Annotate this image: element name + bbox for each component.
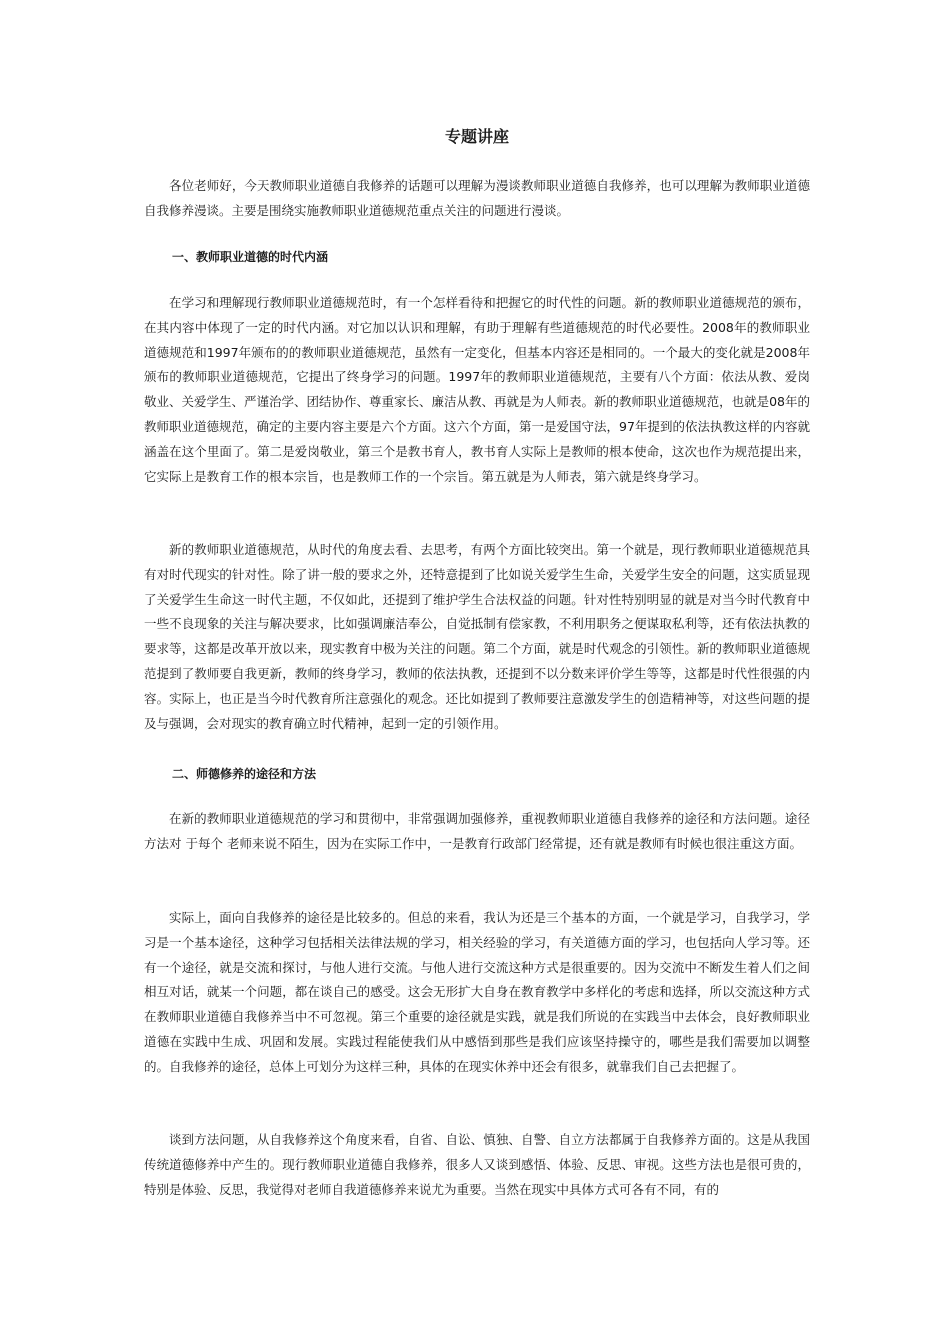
- section-1-paragraph-1: 在学习和理解现行教师职业道德规范时，有一个怎样看待和把握它的时代性的问题。新的教师职业道德规范的颁布，在其内容中体现了一定的时代内涵。对它加以认识和理解，有助于理解有些道德规范的时代必要性。2008年的教师职业道德规范和1997年颁布的的教师职业道德规范，虽然有一定变化，但基本内容还是相同的。一个最大的变化就是2008年颁布的教师职业道德规范，它提出了终身学习的问题。1997年的教师职业道德规范，主要有八个方面：依法从教、爱岗敬业、关爱学生、严谨治学、团结协作、尊重家长、廉洁从教、再就是为人师表。新的教师职业道德规范，也就是08年的教师职业道德规范，确定的主要内容主要是六个方面。这六个方面，第一是爱国守法，97年提到的依法执教这样的内容就涵盖在这个里面了。第二是爱岗敬业，第三个是教书育人，教书育人实际上是教师的根本使命，这次也作为规范提出来，它实际上是教育工作的根本宗旨，也是教师工作的一个宗旨。第五就是为人师表，第六就是终身学习。: [144, 295, 810, 484]
- intro-paragraph: 各位老师好，今天教师职业道德自我修养的话题可以理解为漫谈教师职业道德自我修养，也可以理解为教师职业道德自我修养漫谈。主要是围绕实施教师职业道德规范重点关注的问题进行漫谈。: [144, 178, 810, 218]
- document-title: 专题讲座: [444, 127, 509, 146]
- section-2-paragraph-2: 实际上，面向自我修养的途径是比较多的。但总的来看，我认为还是三个基本的方面，一个就是学习，自我学习，学习是一个基本途径，这种学习包括相关法律法规的学习，相关经验的学习，有关道德方面的学习，也包括向人学习等。还有一个途径，就是交流和探讨，与他人进行交流。与他人进行交流这种方式是很重要的。因为交流中不断发生着人们之间相互对话，就某一个问题，都在谈自己的感受。这会无形扩大自身在教育教学中多样化的考虑和选择，所以交流这种方式在教师职业道德自我修养当中不可忽视。第三个重要的途径就是实践，就是我们所说的在实践当中去体会，良好教师职业道德在实践中生成、巩固和发展。实践过程能使我们从中感悟到那些是我们应该坚持操守的，哪些是我们需要加以调整的。自我修养的途径，总体上可划分为这样三种，具体的在现实休养中还会有很多，就靠我们自己去把握了。: [144, 910, 810, 1074]
- section-2-paragraph-3: 谈到方法问题，从自我修养这个角度来看，自省、自讼、慎独、自警、自立方法都属于自我修养方面的。这是从我国传统道德修养中产生的。现行教师职业道德自我修养，很多人又谈到感悟、体验、反思、审视。这些方法也是很可贵的，特别是体验、反思，我觉得对老师自我道德修养来说尤为重要。当然在现实中具体方式可各有不同，有的: [144, 1132, 810, 1197]
- section-2-heading: 二、师德修养的途径和方法: [172, 767, 317, 781]
- section-2-paragraph-1: 在新的教师职业道德规范的学习和贯彻中，非常强调加强修养，重视教师职业道德自我修养的途径和方法问题。途径方法对 于每个 老师来说不陌生，因为在实际工作中，一是教育行政部门经常提，还有就是教师有时候也很注重这方面。: [144, 811, 810, 851]
- section-1-paragraph-2: 新的教师职业道德规范，从时代的角度去看、去思考，有两个方面比较突出。第一个就是，现行教师职业道德规范具有对时代现实的针对性。除了讲一般的要求之外，还特意提到了比如说关爱学生生命，关爱学生安全的问题，这实质显现了关爱学生生命这一时代主题，不仅如此，还提到了维护学生合法权益的问题。针对性特别明显的就是对当今时代教育中一些不良现象的关注与解决要求，比如强调廉洁奉公，自觉抵制有偿家教，不利用职务之便谋取私利等，还有依法执教的要求等，这都是改革开放以来，现实教育中极为关注的问题。第二个方面，就是时代观念的引领性。新的教师职业道德规范提到了教师要自我更新，教师的终身学习，教师的依法执教，还提到不以分数来评价学生等等，这都是时代性很强的内容。实际上，也正是当今时代教育所注意强化的观念。还比如提到了教师要注意激发学生的创造精神等，对这些问题的提及与强调，会对现实的教育确立时代精神，起到一定的引领作用。: [144, 542, 810, 731]
- section-1-heading: 一、教师职业道德的时代内涵: [172, 250, 329, 264]
